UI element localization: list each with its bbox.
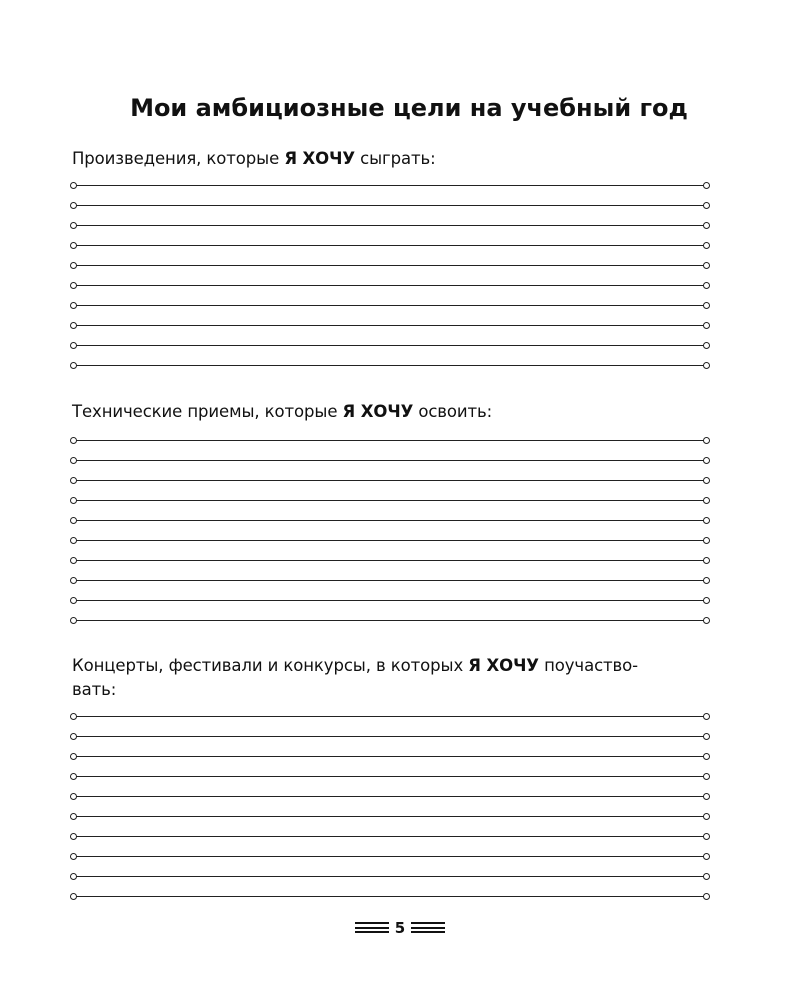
writing-line	[70, 222, 710, 230]
section-prompt-pieces	[72, 147, 712, 171]
writing-line	[70, 262, 710, 270]
writing-line	[70, 537, 710, 545]
writing-line	[70, 833, 710, 841]
writing-line	[70, 437, 710, 445]
line-rule	[74, 540, 706, 541]
line-end-dot	[703, 497, 710, 504]
writing-line	[70, 713, 710, 721]
line-rule	[74, 480, 706, 481]
line-rule	[74, 245, 706, 246]
line-end-dot	[703, 322, 710, 329]
section-prompt-concerts	[72, 654, 708, 702]
prompt-text: Технические приемы, которые	[72, 402, 343, 421]
writing-line	[70, 302, 710, 310]
line-rule	[74, 896, 706, 897]
line-end-dot	[70, 242, 77, 249]
prompt-emphasis: Я ХОЧУ	[284, 149, 355, 168]
prompt-text: сыграть:	[354, 149, 436, 168]
writing-line	[70, 773, 710, 781]
line-end-dot	[70, 302, 77, 309]
prompt-text: Концерты, фестивали и конкурсы, в которых	[72, 656, 469, 675]
line-end-dot	[703, 302, 710, 309]
footer-bars-right	[411, 922, 445, 933]
line-end-dot	[70, 342, 77, 349]
line-end-dot	[70, 773, 77, 780]
line-rule	[74, 856, 706, 857]
line-end-dot	[703, 282, 710, 289]
line-end-dot	[703, 597, 710, 604]
line-rule	[74, 185, 706, 186]
writing-line	[70, 813, 710, 821]
line-end-dot	[70, 222, 77, 229]
line-end-dot	[70, 617, 77, 624]
line-end-dot	[70, 713, 77, 720]
line-rule	[74, 205, 706, 206]
line-end-dot	[703, 557, 710, 564]
line-end-dot	[703, 242, 710, 249]
line-rule	[74, 836, 706, 837]
line-rule	[74, 736, 706, 737]
page-footer	[0, 918, 800, 937]
writing-line	[70, 577, 710, 585]
prompt-emphasis: Я ХОЧУ	[468, 656, 539, 675]
writing-line	[70, 202, 710, 210]
line-end-dot	[703, 342, 710, 349]
line-rule	[74, 460, 706, 461]
line-rule	[74, 345, 706, 346]
line-end-dot	[703, 202, 710, 209]
line-end-dot	[703, 617, 710, 624]
writing-line	[70, 517, 710, 525]
line-end-dot	[703, 793, 710, 800]
page-title: Мои амбициозные цели на учебный год	[130, 94, 688, 122]
line-end-dot	[703, 222, 710, 229]
line-rule	[74, 600, 706, 601]
writing-line	[70, 793, 710, 801]
line-rule	[74, 716, 706, 717]
line-rule	[74, 265, 706, 266]
line-end-dot	[703, 873, 710, 880]
line-end-dot	[703, 362, 710, 369]
line-rule	[74, 500, 706, 501]
writing-line	[70, 497, 710, 505]
line-rule	[74, 325, 706, 326]
line-rule	[74, 620, 706, 621]
line-end-dot	[70, 753, 77, 760]
line-end-dot	[70, 262, 77, 269]
line-end-dot	[70, 457, 77, 464]
writing-line	[70, 873, 710, 881]
writing-line	[70, 753, 710, 761]
writing-line	[70, 557, 710, 565]
line-end-dot	[70, 557, 77, 564]
line-end-dot	[70, 577, 77, 584]
line-end-dot	[703, 773, 710, 780]
line-end-dot	[70, 873, 77, 880]
line-end-dot	[70, 182, 77, 189]
line-end-dot	[70, 853, 77, 860]
line-end-dot	[70, 322, 77, 329]
line-end-dot	[70, 282, 77, 289]
line-end-dot	[703, 893, 710, 900]
writing-line	[70, 362, 710, 370]
line-end-dot	[703, 477, 710, 484]
line-end-dot	[70, 497, 77, 504]
line-rule	[74, 520, 706, 521]
line-end-dot	[70, 833, 77, 840]
writing-line	[70, 457, 710, 465]
line-rule	[74, 560, 706, 561]
line-rule	[74, 285, 706, 286]
line-rule	[74, 776, 706, 777]
footer-bars-left	[355, 922, 389, 933]
writing-line	[70, 322, 710, 330]
line-rule	[74, 365, 706, 366]
writing-line	[70, 282, 710, 290]
page-number: 5	[394, 918, 406, 937]
line-end-dot	[70, 437, 77, 444]
line-end-dot	[703, 833, 710, 840]
line-end-dot	[70, 362, 77, 369]
line-rule	[74, 796, 706, 797]
line-rule	[74, 876, 706, 877]
line-end-dot	[703, 577, 710, 584]
line-end-dot	[703, 262, 710, 269]
line-rule	[74, 305, 706, 306]
line-end-dot	[70, 477, 77, 484]
line-end-dot	[70, 793, 77, 800]
writing-line	[70, 242, 710, 250]
line-end-dot	[703, 457, 710, 464]
line-end-dot	[70, 537, 77, 544]
writing-line	[70, 597, 710, 605]
writing-line	[70, 733, 710, 741]
line-end-dot	[703, 182, 710, 189]
prompt-text: освоить:	[413, 402, 493, 421]
line-end-dot	[70, 597, 77, 604]
writing-line	[70, 477, 710, 485]
line-end-dot	[703, 733, 710, 740]
line-end-dot	[703, 437, 710, 444]
prompt-emphasis: Я ХОЧУ	[342, 402, 414, 421]
line-end-dot	[703, 537, 710, 544]
line-end-dot	[70, 202, 77, 209]
line-rule	[74, 756, 706, 757]
writing-line	[70, 853, 710, 861]
line-end-dot	[703, 517, 710, 524]
writing-line	[70, 182, 710, 190]
prompt-text: Произведения, которые	[72, 149, 285, 168]
line-end-dot	[70, 813, 77, 820]
line-rule	[74, 440, 706, 441]
line-end-dot	[703, 813, 710, 820]
line-end-dot	[70, 733, 77, 740]
section-prompt-techniques	[72, 400, 712, 424]
line-end-dot	[703, 853, 710, 860]
writing-line	[70, 617, 710, 625]
line-rule	[74, 816, 706, 817]
line-rule	[74, 225, 706, 226]
prompt-text-split: поучаство- вать:	[72, 656, 639, 699]
line-end-dot	[70, 517, 77, 524]
line-end-dot	[70, 893, 77, 900]
line-rule	[74, 580, 706, 581]
line-end-dot	[703, 713, 710, 720]
writing-line	[70, 893, 710, 901]
line-end-dot	[703, 753, 710, 760]
writing-line	[70, 342, 710, 350]
